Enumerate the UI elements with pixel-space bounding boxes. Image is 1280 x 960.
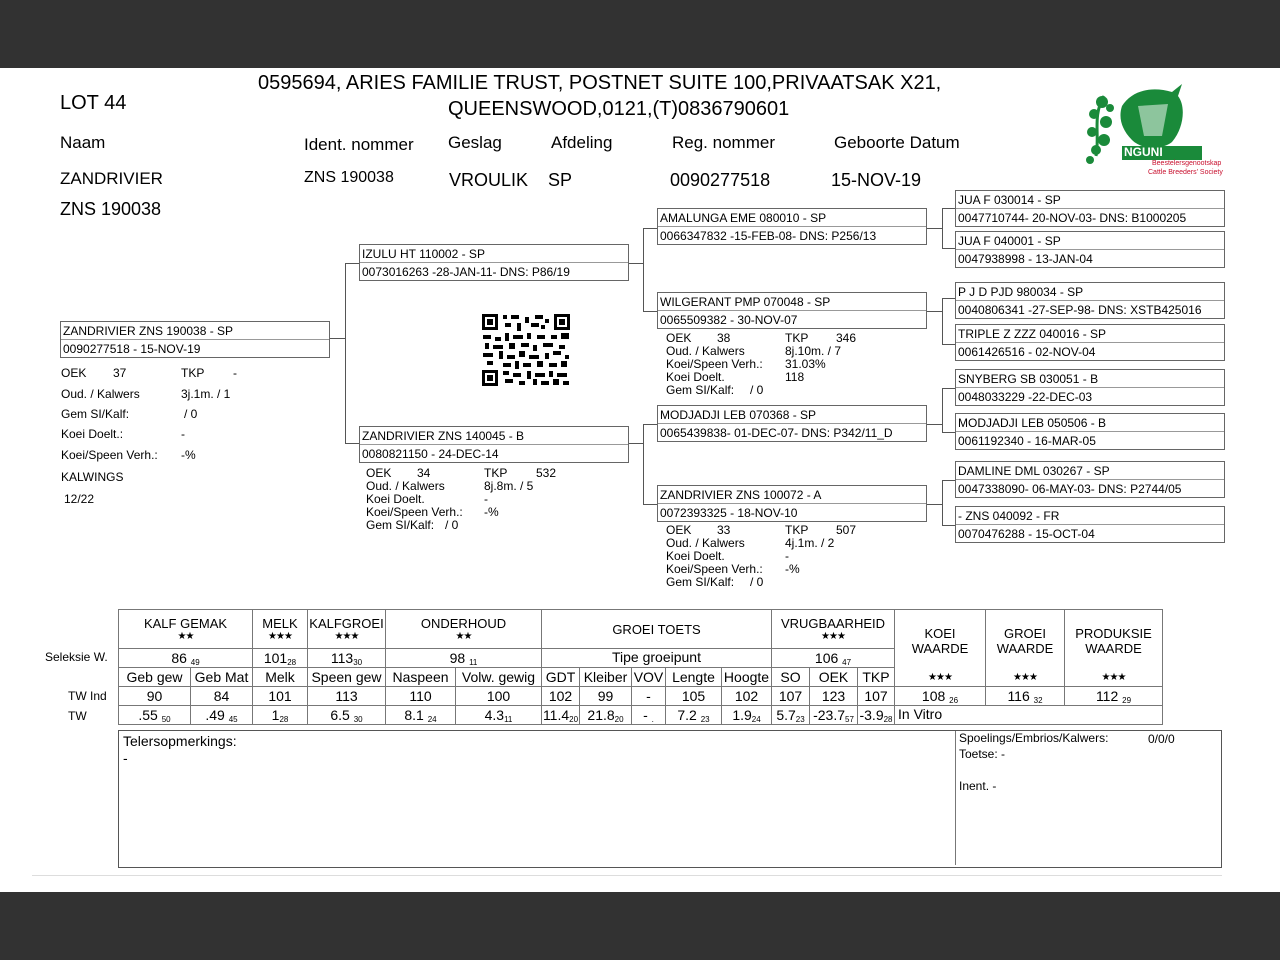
tw-cell: $-23.7_{57}$	[810, 706, 858, 725]
pedigree-g3-6: MODJADJI LEB 050506 - B 0061192340 - 16-MAR-05	[955, 413, 1225, 450]
header-ident: Ident. nommer	[304, 135, 414, 154]
connector	[942, 208, 955, 209]
remarks-value: -	[123, 750, 128, 766]
pedigree-self: ZANDRIVIER ZNS 190038 - SP 0090277518 - 15-NOV-19	[60, 321, 330, 358]
connector	[942, 298, 955, 299]
viewer-top-bar	[0, 0, 1280, 68]
tw-cell: $1_{28}$	[253, 706, 308, 725]
sire-dam-stats: OEK 38 TKP 346 Oud. / Kalwers 8j.10m. / 7 Koei/Speen Verh.: 31.03% Koei Doelt. 118 Gem SI/Kalf: / 0	[666, 331, 857, 397]
connector	[629, 443, 643, 444]
animal-afdeling: SP	[548, 170, 573, 190]
connector	[942, 480, 955, 481]
header-afdeling: Afdeling	[551, 133, 613, 152]
connector	[643, 504, 657, 505]
in-vitro: In Vitro	[895, 706, 1163, 725]
col-kleiber: Kleiber	[580, 668, 632, 687]
toetse: Toetse: -	[959, 747, 1006, 761]
col-geb-gew: Geb gew	[119, 668, 191, 687]
tw-cell: 6.5 $_{30}$	[308, 706, 386, 725]
group-kalfgroei: KALFGROEI ★★★	[308, 610, 386, 649]
pedigree-dam-sire: MODJADJI LEB 070368 - SP 0065439838- 01-DEC-07- DNS: P342/11_D	[657, 405, 927, 442]
sel-vrugbaarheid: 106 $_{47}$	[772, 649, 895, 668]
tw-cell: .55 $_{50}$	[119, 706, 191, 725]
twind-cell: 105	[666, 687, 722, 706]
owner-line-1: 0595694, ARIES FAMILIE TRUST, POSTNET SUITE 100,PRIVAATSAK X21,	[258, 72, 942, 94]
col-vov: VOV	[632, 668, 666, 687]
qr-code	[481, 313, 571, 387]
group-koei-waarde: KOEI WAARDE ★★★	[895, 610, 986, 687]
twind-cell: 101	[253, 687, 308, 706]
animal-geslag: VROULIK	[449, 170, 529, 190]
group-groei-toets: GROEI TOETS	[542, 610, 772, 649]
sel-kalfgroei: $113_{30}$	[308, 649, 386, 668]
connector	[942, 248, 955, 249]
connector	[942, 432, 955, 433]
twind-cell: 102	[542, 687, 580, 706]
tw-cell: $21.8_{20}$	[580, 706, 632, 725]
pedigree-g3-3: P J D PJD 980034 - SP 0040806341 -27-SEP-98- DNS: XSTB425016	[955, 282, 1225, 319]
connector	[926, 311, 942, 312]
group-melk: MELK ★★★	[253, 610, 308, 649]
qr-code-icon	[481, 313, 571, 387]
col-naspeen: Naspeen	[386, 668, 456, 687]
twind-cell: 110	[386, 687, 456, 706]
inent: Inent. -	[959, 779, 997, 793]
footer-divider	[32, 875, 1222, 876]
sel-onderhoud: 98 $_{11}$	[386, 649, 542, 668]
tw-cell: $-3.9_{28}$	[859, 707, 893, 724]
owner-line-2: QUEENSWOOD,0121,(T)0836790601	[448, 98, 790, 120]
col-melk: Melk	[253, 668, 308, 687]
twind-cell: 84	[191, 687, 253, 706]
viewer-bottom-bar	[0, 892, 1280, 960]
tw-cell: .49 $_{45}$	[191, 706, 253, 725]
connector	[942, 344, 955, 345]
pedigree-sire: IZULU HT 110002 - SP 0073016263 -28-JAN-11- DNS: P86/19	[359, 244, 629, 281]
twind-cell: 99	[580, 687, 632, 706]
dam-dam-stats: OEK 33 TKP 507 Oud. / Kalwers 4j.1m. / 2 Koei Doelt. - Koei/Speen Verh.: -% Gem SI/Kalf: / 0	[666, 523, 857, 589]
tw-cell: 7.2 $_{23}$	[666, 706, 722, 725]
connector	[942, 208, 943, 248]
twind-cell: 102	[722, 687, 772, 706]
col-gdt: GDT	[542, 668, 580, 687]
connector	[926, 228, 942, 229]
koei-waarde-value: 108 $_{26}$	[895, 687, 986, 706]
pedigree-sire-dam: WILGERANT PMP 070048 - SP 0065509382 - 30-NOV-07	[657, 292, 927, 329]
tw-cell: $1.9_{24}$	[722, 706, 772, 725]
col-speen-gew: Speen gew	[308, 668, 386, 687]
connector	[643, 424, 657, 425]
animal-geboorte: 15-NOV-19	[831, 170, 922, 190]
pedigree-sire-sire: AMALUNGA EME 080010 - SP 0066347832 -15-FEB-08- DNS: P256/13	[657, 208, 927, 245]
nguni-logo: NGUNI Beestelersgenootskap Cattle Breeders' Society	[1082, 76, 1232, 180]
animal-reg: 0090277518	[670, 170, 771, 190]
groei-waarde-value: 116 $_{32}$	[986, 687, 1065, 706]
twind-cell: -	[632, 687, 666, 706]
self-stats: OEK 37 TKP - Oud. / Kalwers 3j.1m. / 1 Gem SI/Kalf: / 0 Koei Doelt.: - Koei/Speen Verh.: -% KALWINGS 12/22	[61, 366, 237, 506]
animal-ident: ZNS 190038	[304, 169, 394, 186]
connector	[926, 424, 942, 425]
sel-kalf-gemak: 86 $_{49}$	[119, 649, 253, 668]
pedigree-g3-5: SNYBERG SB 030051 - B 0048033229 -22-DEC-03	[955, 369, 1225, 406]
pedigree-g3-8: - ZNS 040092 - FR 0070476288 - 15-OCT-04	[955, 506, 1225, 543]
dam-stats: OEK 34 TKP 532 Oud. / Kalwers 8j.8m. / 5 Koei Doelt. - Koei/Speen Verh.: -% Gem SI/Kalf: / 0	[366, 466, 557, 532]
sel-melk: $101_{28}$	[253, 649, 308, 668]
connector	[643, 228, 657, 229]
twind-cell: 107	[772, 687, 810, 706]
header-geboorte: Geboorte Datum	[834, 133, 960, 152]
pedigree-dam-dam: ZANDRIVIER ZNS 100072 - A 0072393325 - 18-NOV-10	[657, 485, 927, 522]
animal-ident-2: ZNS 190038	[60, 199, 162, 219]
tw-cell: $4.3_{11}$	[456, 706, 542, 725]
group-vrugbaarheid: VRUGBAARHEID ★★★	[772, 610, 895, 649]
col-geb-mat: Geb Mat	[191, 668, 253, 687]
twind-cell: 113	[308, 687, 386, 706]
produksie-waarde-value: 112 $_{29}$	[1065, 687, 1163, 706]
connector	[942, 388, 943, 432]
twind-cell: 123	[810, 687, 858, 706]
connector	[643, 424, 644, 504]
header-reg: Reg. nommer	[672, 133, 775, 152]
group-kalf-gemak: KALF GEMAK ★★	[119, 610, 253, 649]
connector	[345, 263, 346, 443]
pedigree-g3-4: TRIPLE Z ZZZ 040016 - SP 0061426516 - 02-NOV-04	[955, 324, 1225, 361]
group-produksie-waarde: PRODUKSIE WAARDE ★★★	[1065, 610, 1163, 687]
row-label-twind: TW Ind	[68, 689, 107, 703]
connector	[942, 388, 955, 389]
twind-cell: 90	[119, 687, 191, 706]
connector	[643, 311, 657, 312]
tw-cell: - $_.$	[632, 706, 666, 725]
pedigree-g3-7: DAMLINE DML 030267 - SP 0047338090- 06-MAY-03- DNS: P2744/05	[955, 461, 1225, 498]
tw-cell: $5.7_{23}$	[772, 706, 810, 725]
row-label-seleksie: Seleksie W.	[45, 650, 108, 664]
spoelings-label: Spoelings/Embrios/Kalwers:	[959, 731, 1109, 745]
connector	[629, 263, 643, 264]
tw-cell: $11.4_{20}$	[542, 707, 579, 724]
twind-cell: 107	[858, 687, 895, 706]
connector	[942, 298, 943, 344]
tipe-groeipunt: Tipe groeipunt	[542, 649, 772, 668]
col-volw-gewig: Volw. gewig	[456, 668, 542, 687]
pedigree-dam: ZANDRIVIER ZNS 140045 - B 0080821150 - 24-DEC-14	[359, 426, 629, 463]
remarks-divider	[955, 731, 956, 865]
header-geslag: Geslag	[448, 133, 502, 152]
group-groei-waarde: GROEI WAARDE ★★★	[986, 610, 1065, 687]
tw-cell: 8.1 $_{24}$	[386, 706, 456, 725]
lot-number: LOT 44	[60, 92, 127, 114]
connector	[329, 338, 345, 339]
pedigree-g3-2: JUA F 040001 - SP 0047938998 - 13-JAN-04	[955, 231, 1225, 268]
lot-document	[0, 68, 1280, 892]
pedigree-g3-1: JUA F 030014 - SP 0047710744- 20-NOV-03- DNS: B1000205	[955, 190, 1225, 227]
remarks-section	[118, 730, 1222, 868]
col-hoogte: Hoogte	[722, 668, 772, 687]
row-label-tw: TW	[68, 709, 87, 723]
spoelings-value: 0/0/0	[1148, 732, 1175, 746]
connector	[942, 480, 943, 525]
breeding-values-table	[118, 609, 1163, 725]
remarks-title: Telersopmerkings:	[123, 733, 237, 749]
connector	[643, 228, 644, 311]
header-naam: Naam	[60, 133, 106, 152]
connector	[942, 525, 955, 526]
twind-cell: 100	[456, 687, 542, 706]
connector	[345, 263, 359, 264]
connector	[926, 504, 942, 505]
group-onderhoud: ONDERHOUD ★★	[386, 610, 542, 649]
connector	[345, 443, 359, 444]
animal-naam: ZANDRIVIER	[60, 169, 163, 188]
col-so: SO	[772, 668, 810, 687]
col-lengte: Lengte	[666, 668, 722, 687]
col-oek: OEK	[810, 668, 858, 687]
col-tkp: TKP	[858, 668, 895, 687]
